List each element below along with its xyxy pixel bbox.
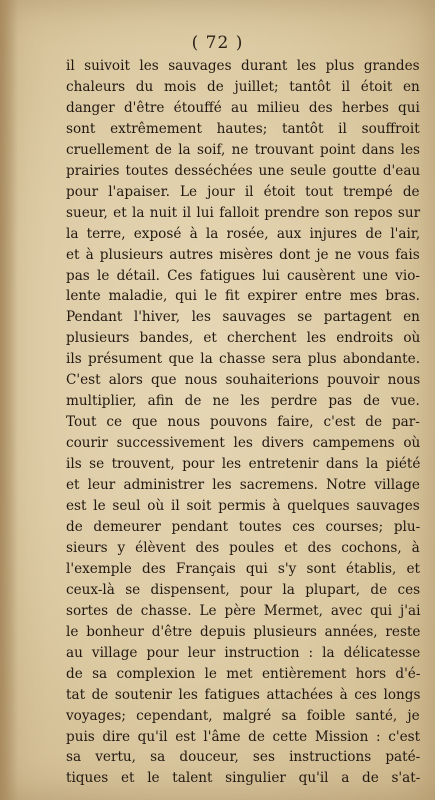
text-line: Tout ce que nous pouvons faire, c'est de par- xyxy=(66,414,420,431)
text-line: Pendant l'hiver, les sauvages se partagent en xyxy=(66,309,420,326)
page-number: ( 72 ) xyxy=(191,33,244,53)
text-line: sieurs y élèvent des poules et des cochons, à xyxy=(66,539,420,556)
text-line: il suivoit les sauvages durant les plus grandes xyxy=(66,58,420,74)
text-line: sueur, et la nuit il lui falloit prendre son repos sur xyxy=(66,204,421,221)
text-line: de demeurer pendant toutes ces courses; plu- xyxy=(66,518,421,535)
text-line: au village pour leur instruction : la délicatesse xyxy=(66,644,421,661)
text-line: l'exemple des Français qui s'y sont établis, et xyxy=(66,560,421,577)
text-line: et à plusieurs autres misères dont je ne vous fais xyxy=(66,246,420,263)
text-line: courir successivement les divers campemens où xyxy=(66,435,421,452)
body-text xyxy=(66,56,420,789)
text-line: C'est alors que nous souhaiterions pouvoir nous xyxy=(66,372,421,389)
page-binding-shadow xyxy=(0,0,18,800)
text-line: sortes de chasse. Le père Mermet, avec qui j'ai xyxy=(66,602,421,619)
text-line: multiplier, afin de ne les perdre pas de vue. xyxy=(66,393,420,410)
text-line: ils se trouvent, pour les entretenir dans la piété xyxy=(66,456,421,473)
text-line: tiques et le talent singulier qu'il a de s'at- xyxy=(66,770,421,787)
text-line: plusieurs bandes, et cherchent les endroits où xyxy=(66,330,421,347)
text-line: chaleurs du mois de juillet; tantôt il étoit en xyxy=(66,78,420,95)
text-line: pour l'apaiser. Le jour il étoit tout trempé de xyxy=(66,183,420,200)
text-line: puis dire qu'il est l'âme de cette Mission : c'est xyxy=(66,728,421,745)
text-line: prairies toutes desséchées une seule goutte d'eau xyxy=(66,162,421,179)
text-line: ceux-là se dispensent, pour la plupart, de ces xyxy=(66,581,421,598)
text-line: et leur administrer les sacremens. Notre village xyxy=(66,477,420,494)
text-line: cruellement de la soif, ne trouvant point dans les xyxy=(66,141,421,158)
text-line: la terre, exposé à la rosée, aux injures de l'air, xyxy=(66,225,421,242)
text-line: danger d'être étouffé au milieu des herbes qui xyxy=(66,99,420,116)
text-line: est le seul où il soit permis à quelques sauvages xyxy=(66,498,420,515)
text-line: le bonheur d'être depuis plusieurs années, reste xyxy=(66,623,421,640)
text-line: lente maladie, qui le fit expirer entre mes bras. xyxy=(66,288,420,305)
text-line: tat de soutenir les fatigues attachées à ces longs xyxy=(66,686,421,703)
text-line: sont extrêmement hautes; tantôt il souffroit xyxy=(66,120,420,137)
text-line: ils présument que la chasse sera plus abondante. xyxy=(66,351,421,368)
text-line: voyages; cependant, malgré sa foible santé, je xyxy=(66,707,420,724)
text-line: de sa complexion le met entièrement hors d'é- xyxy=(66,665,421,682)
text-line: pas le détail. Ces fatigues lui causèrent une vio- xyxy=(66,267,420,284)
text-line: sa vertu, sa douceur, ses instructions paté- xyxy=(66,749,421,766)
